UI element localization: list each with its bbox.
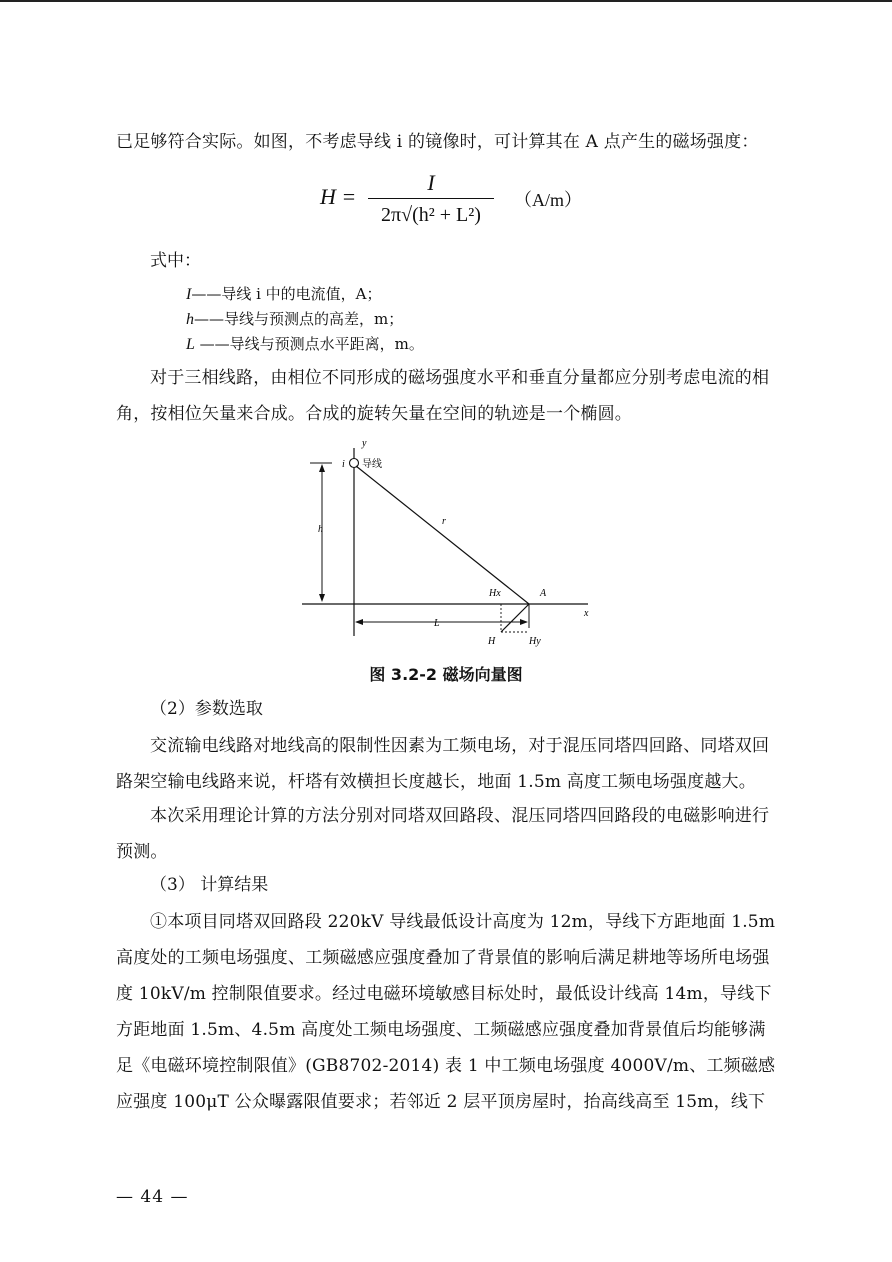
definition-item (186, 282, 424, 307)
formula-numerator: I (427, 170, 435, 195)
definition-text: ——导线 i 中的电流值，A； (191, 285, 382, 303)
r-line (356, 466, 529, 604)
paragraph: 对于三相线路，由相位不同形成的磁场强度水平和垂直分量都应分别考虑电流的相角，按相位矢量来合成。合成的旋转矢量在空间的轨迹是一个椭圆。 (116, 368, 770, 424)
formula-lhs: H = (320, 184, 357, 209)
section-heading: （3） 计算结果 (150, 875, 269, 895)
paragraph: 交流输电线路对地线高的限制性因素为工频电场，对于混压同塔四回路、同塔双回路架空输电线路来说，杆塔有效横担长度越长，地面 1.5m 高度工频电场强度越大。 (116, 736, 770, 792)
formula-unit: （A/m） (514, 190, 583, 210)
L-label: L (434, 618, 440, 629)
H-vector (501, 604, 529, 632)
magnetic-field-formula (318, 170, 618, 230)
where-label: 式中： (150, 251, 201, 271)
conductor-label: 导线 (362, 459, 382, 470)
magnetic-vector-diagram (296, 436, 606, 656)
point-A-label: A (540, 588, 547, 599)
definition-item (186, 307, 424, 332)
Hx-label: Hx (489, 588, 501, 599)
definition-text: ——导线与预测点水平距离，m。 (194, 335, 424, 353)
definition-symbol: h (186, 311, 194, 328)
definition-text: ——导线与预测点的高差，m； (194, 310, 404, 328)
h-label: h (318, 524, 323, 535)
symbol-definitions (186, 282, 424, 357)
paragraph: 本次采用理论计算的方法分别对同塔双回路段、混压同塔四回路段的电磁影响进行预测。 (116, 806, 770, 862)
conductor-i-label: i (342, 459, 345, 470)
y-axis-label: y (362, 438, 367, 449)
formula-denominator: 2π√(h² + L²) (381, 204, 481, 226)
page-top-border (0, 0, 892, 2)
x-axis-label: x (584, 608, 589, 619)
H-label: H (488, 636, 496, 647)
section-heading: （2）参数选取 (150, 699, 263, 719)
definition-item (186, 332, 424, 357)
definition-symbol: I (186, 286, 192, 303)
r-label: r (442, 516, 446, 527)
paragraph: 已足够符合实际。如图，不考虑导线 i 的镜像时，可计算其在 A 点产生的磁场强度： (116, 132, 759, 152)
fraction-bar (368, 198, 494, 199)
page-number: — 44 — (116, 1187, 189, 1207)
figure-caption: 图 3.2-2 磁场向量图 (369, 665, 523, 684)
paragraph: ①本项目同塔双回路段 220kV 导线最低设计高度为 12m，导线下方距地面 1.5m 高度处的工频电场强度、工频磁感应强度叠加了背景值的影响后满足耕地等场所电场强度 10kV/m 控制限值要求。经过电磁环境敏感目标处时，最低设计线高 14m，导线下方距地面 1.5m、4.5m 高度处工频电场强度、工频磁感应强度叠加背景值后均能够满足《电磁环境控制限值》(GB8702-2014) 表 1 中工频电场强度 4000V/m、工频磁感应强度 100μT 公众曝露限值要求；若邻近 2 层平顶房屋时，抬高线高至 15m，线下 (116, 912, 776, 1112)
definition-symbol: L (186, 336, 195, 353)
formula-fraction (368, 170, 494, 227)
Hy-label: Hy (529, 636, 541, 647)
